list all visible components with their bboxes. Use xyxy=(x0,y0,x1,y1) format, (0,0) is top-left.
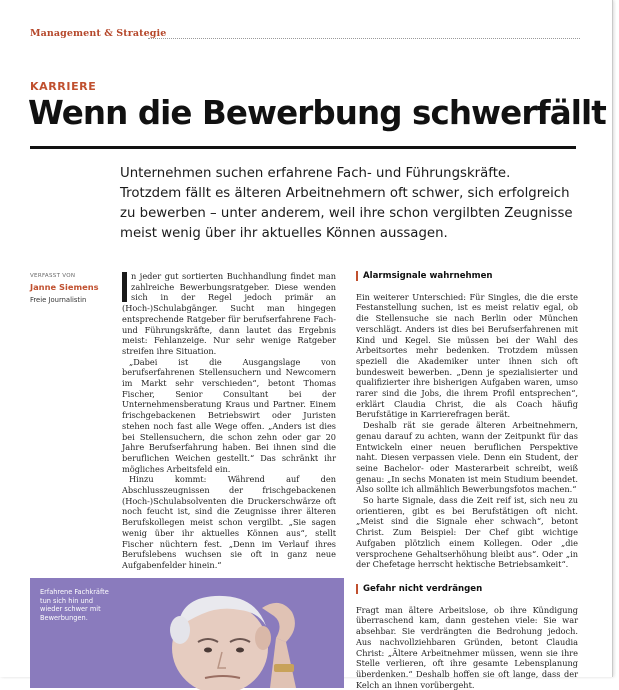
author-name: Janne Siemens xyxy=(30,282,99,292)
lead-line: zu bewerben – unter anderem, weil ihre schon vergilbten Zeugnisse xyxy=(120,206,573,221)
article-lead xyxy=(120,164,580,244)
paragraph-text: n jeder gut sortierten Buchhandlung findet man zahlreiche Bewerbungsratgeber. Diese wenden sich in der Regel jedoch primär an (Hoch-)Schulabgänger. Sucht man hingegen entsprechende Ratgeber für berufserfahrene Fach- und Führungskräfte, dann lautet das Ergebnis meist: Fehlanzeige. Nur sehr wenige Ratgeber streifen ihre Situation. xyxy=(122,271,336,356)
subheading-accent-bar xyxy=(356,271,358,281)
lead-line: Trotzdem fällt es älteren Arbeitnehmern oft schwer, sich erfolgreich xyxy=(120,186,570,201)
body-column-2 xyxy=(356,271,578,690)
body-paragraph: So harte Signale, dass die Zeit reif ist, sich neu zu orientieren, gibt es bei Berufstätigen oft nicht. „Meist sind die Signale eher schwach“, betont Christ. Zum Beispiel: Der Chef gibt wichtige Aufgaben plötzlich einem Kollegen. Oder „die versprochene Gehaltserhöhung bleibt aus“. Oder „in der Chefetage herrscht hektische Betriebsamkeit“. xyxy=(356,495,578,570)
caption-line: tun sich hin und xyxy=(40,596,94,605)
subheading xyxy=(356,271,578,282)
article-photo xyxy=(30,578,344,688)
section-rubric: Management & Strategie xyxy=(30,28,167,39)
caption-line: Bewerbungen. xyxy=(40,613,88,622)
article-headline: Wenn die Bewerbung schwerfällt xyxy=(28,94,606,132)
body-paragraph xyxy=(122,271,336,357)
rubric-divider xyxy=(148,38,580,39)
author-role: Freie Journalistin xyxy=(30,296,87,304)
body-paragraph: Ein weiterer Unterschied: Für Singles, die die erste Festanstellung suchen, ist es meist relativ egal, ob die Stellensuche sie nach Berlin oder München verschlägt. Anders ist dies bei Berufserfahrenen mit Kind und Kegel. Sie müssen bei der Wahl des Arbeitsortes mehr bedenken. Trotzdem müssen speziell die Akademiker unter ihnen sich oft bundesweit bewerben. „Denn je spezialisierter und qualifizierter ihre bisherigen Aufgaben waren, umso rarer sind die Jobs, die ihrem Profil entsprechen“, erklärt Claudia Christ, die als Coach häufig Berufstätige in Karrierefragen berät. xyxy=(356,291,578,420)
body-column-1 xyxy=(122,271,336,571)
subheading xyxy=(356,584,578,595)
author-box xyxy=(30,273,99,304)
caption-line: wieder schwer mit xyxy=(40,605,101,613)
drop-cap-bar xyxy=(122,272,127,302)
body-paragraph: Fragt man ältere Arbeitslose, ob ihre Kündigung überraschend kam, dann gestehen viele: Sie war absehbar. Sie verdrängten die Bedrohung jedoch. Aus nachvollziehbaren Gründen, betont Claudia Christ: „Ältere Arbeitnehmer müssen, wenn sie ihre Stelle verlieren, oft ihre gesamte Lebensplanung überdenken.“ Deshalb hoffen sie oft lange, dass der Kelch an ihnen vorübergeht. xyxy=(356,604,578,690)
lead-line: Unternehmen suchen erfahrene Fach- und Führungskräfte. xyxy=(120,166,511,181)
article-kicker: KARRIERE xyxy=(30,80,97,93)
subheading-text: Gefahr nicht verdrängen xyxy=(363,583,483,594)
lead-line: meist wenig über ihr aktuelles Können aussagen. xyxy=(120,226,448,241)
body-paragraph: Hinzu kommt: Während auf den Abschlusszeugnissen der frischgebackenen (Hoch-)Schulabsolventen die Druckerschwärze oft noch feucht ist, sind die Zeugnisse ihrer älteren Berufskollegen meist schon vergilbt. „Sie sagen wenig über ihr aktuelles Können aus“, stellt Fischer nüchtern fest. „Denn im Verlauf ihres Berufslebens wuchsen sie oft in ganz neue Aufgabenfelder hinein.“ xyxy=(122,474,336,570)
caption-line: Erfahrene Fachkräfte xyxy=(40,588,109,596)
body-paragraph: „Dabei ist die Ausgangslage von berufserfahrenen Stellensuchern und Newcomern im Markt sehr verschieden“, betont Thomas Fischer, Senior Consultant bei der Unternehmensberatung Kraus und Partner. Einem frischgebackenen Betriebswirt oder Juristen stehen noch fast alle Wege offen. „Anders ist dies bei Stellensuchern, die schon zehn oder gar 20 Jahre Berufserfahrung haben. Bei ihnen sind die beruflichen Weichen gestellt.“ Das schränkt ihr mögliches Arbeitsfeld ein. xyxy=(122,356,336,474)
headline-rule xyxy=(30,146,576,149)
photo-caption xyxy=(40,588,128,622)
subheading-text: Alarmsignale wahrnehmen xyxy=(363,271,493,281)
body-paragraph: Deshalb rät sie gerade älteren Arbeitnehmern, genau darauf zu achten, wann der Zeitpunkt für das Entwickeln einer neuen beruflichen Perspektive naht. Diesen verpassen viele. Denn ein Student, der seine Bachelor- oder Masterarbeit schreibt, weiß genau: „In sechs Monaten ist mein Studium beendet. Also sollte ich allmählich Bewerbungsfotos machen.“ xyxy=(356,420,578,495)
subheading-accent-bar xyxy=(356,584,358,594)
author-label: VERFASST VON xyxy=(30,273,76,279)
